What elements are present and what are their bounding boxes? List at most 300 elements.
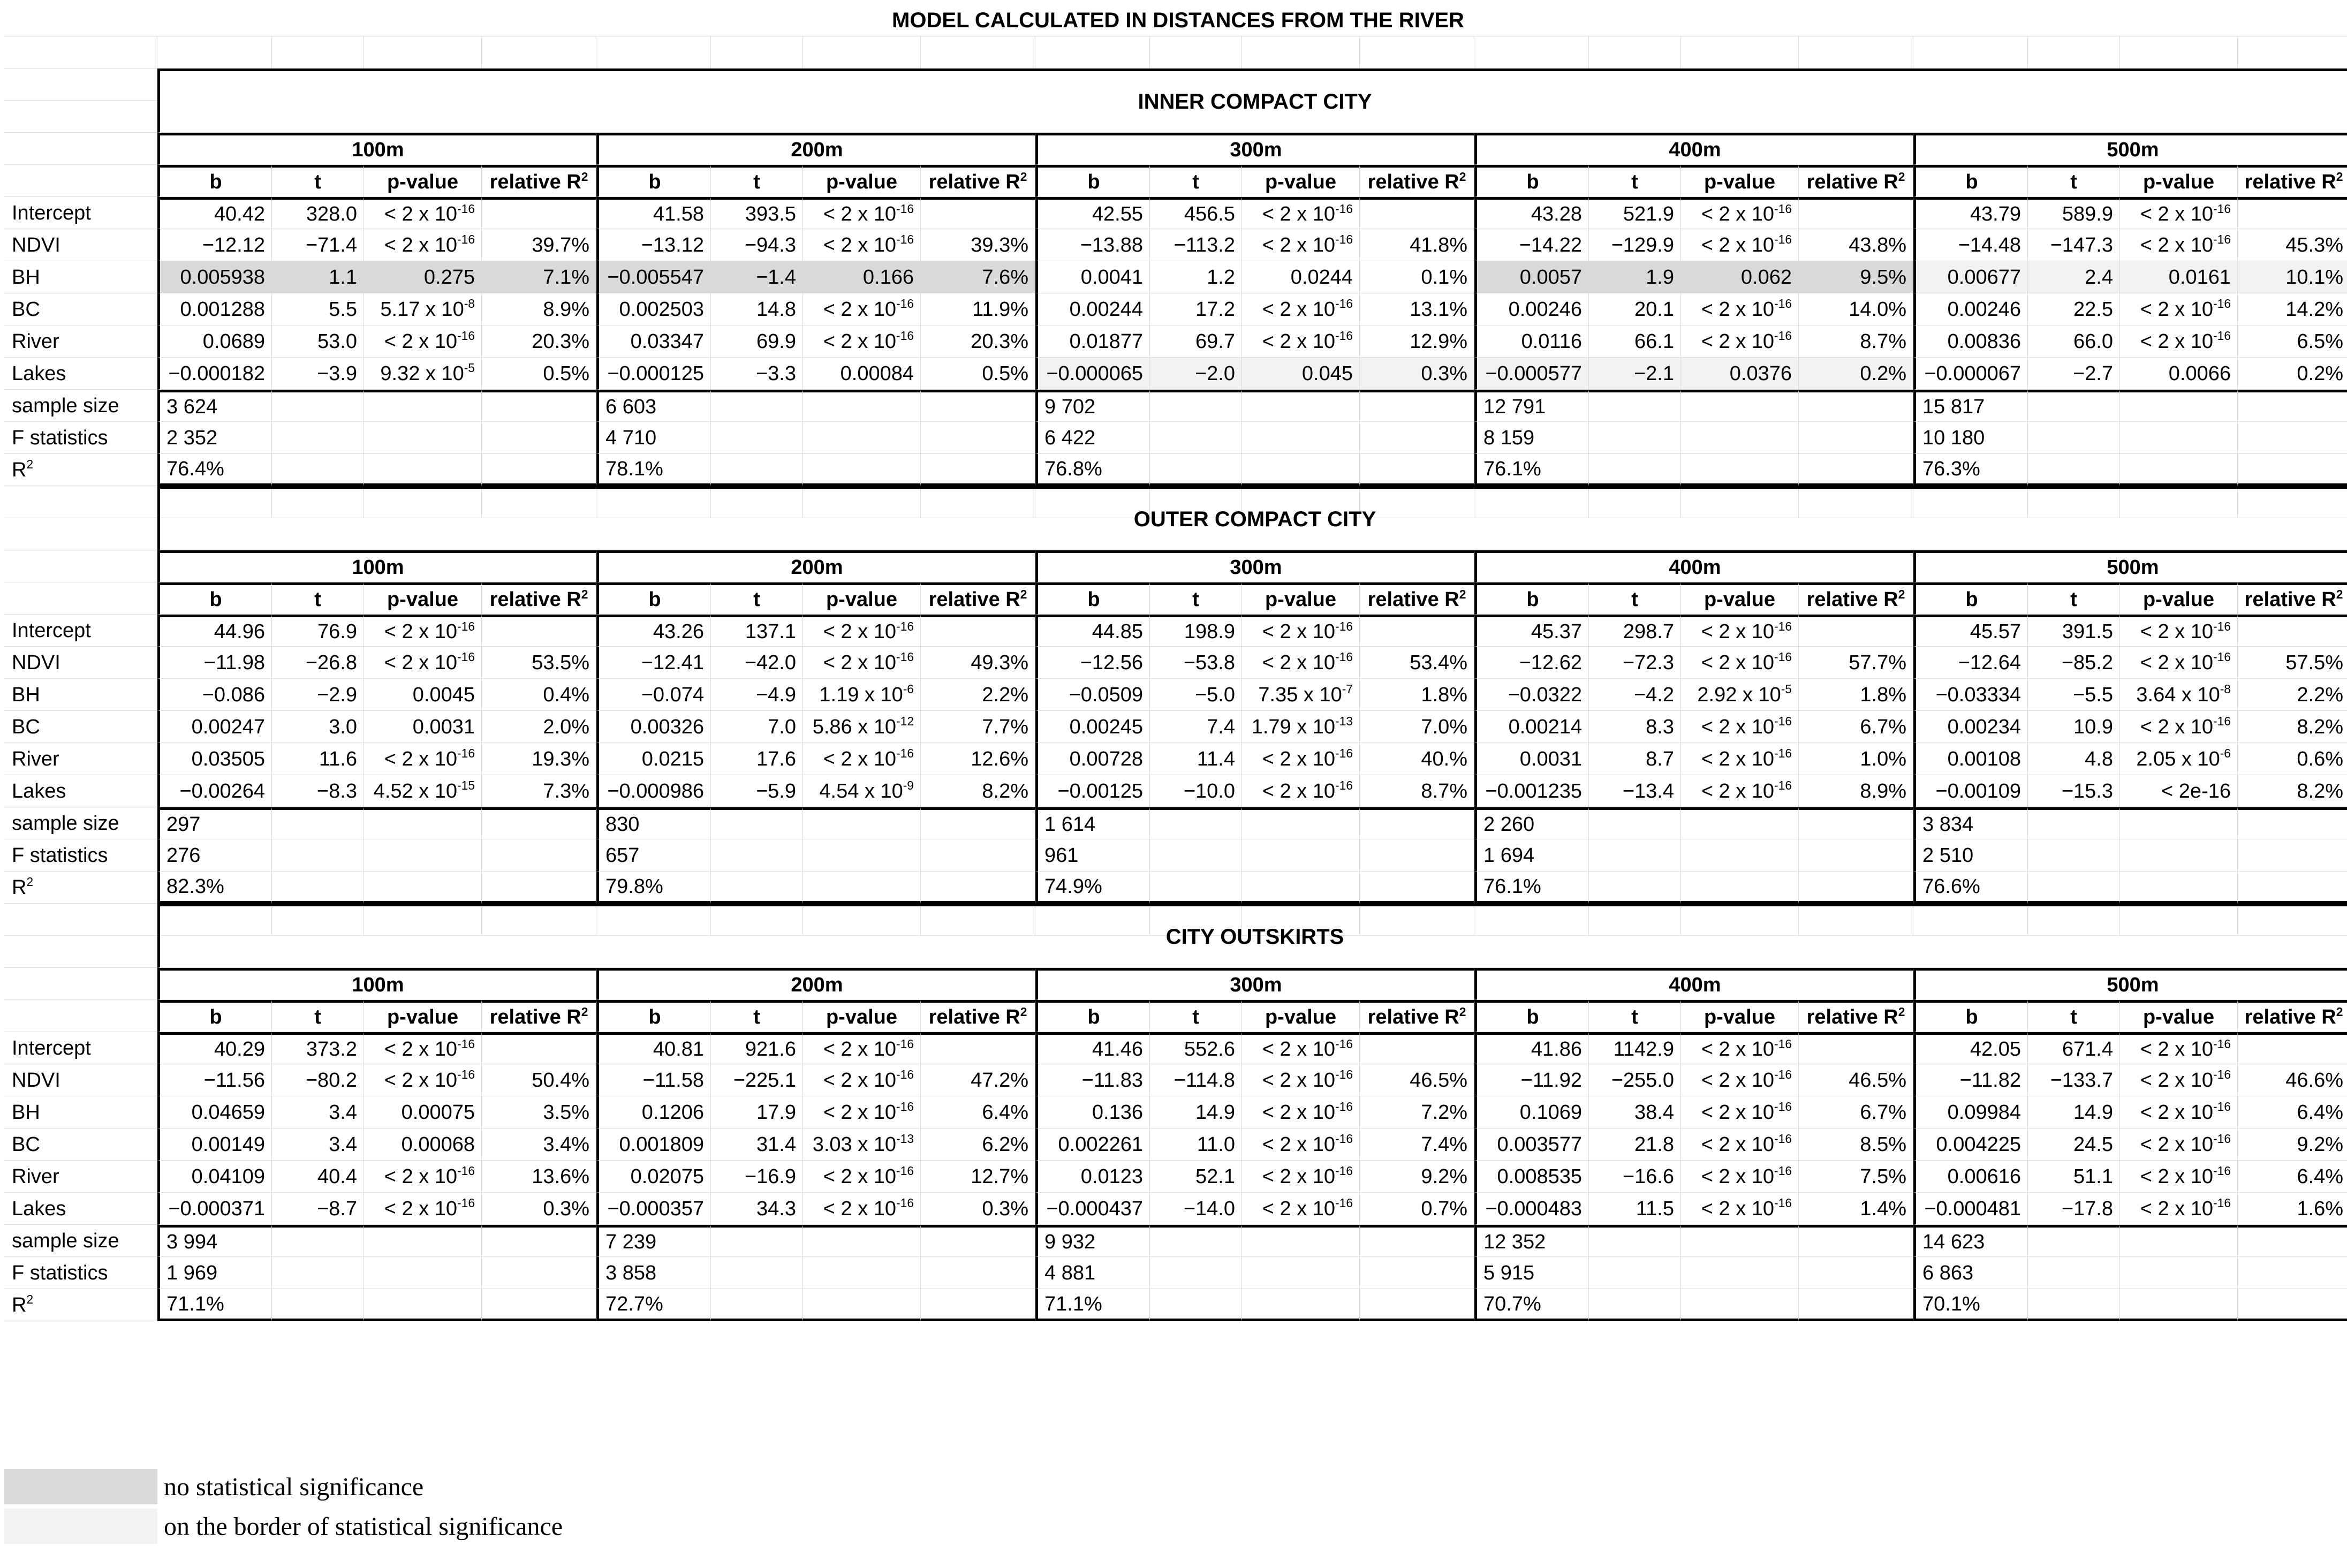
coef-p-value[interactable]: < 2 x 10 $^{-16}$: [1242, 615, 1360, 647]
coef-t[interactable]: −2.0: [1150, 358, 1242, 390]
empty-cell[interactable]: [4, 550, 157, 582]
empty-cell[interactable]: [1799, 390, 1913, 422]
empty-cell[interactable]: [2028, 807, 2120, 839]
distance-header[interactable]: 400m: [1474, 968, 1913, 1000]
coef-b[interactable]: −0.074: [596, 679, 711, 711]
coef-b[interactable]: −0.086: [157, 679, 272, 711]
coef-relative-r2[interactable]: [921, 197, 1035, 229]
coef-relative-r2[interactable]: 53.5%: [482, 647, 596, 679]
col-header-b[interactable]: b: [1913, 165, 2028, 197]
coef-t[interactable]: −10.0: [1150, 775, 1242, 807]
empty-cell[interactable]: [272, 36, 364, 69]
coef-p-value[interactable]: < 2 x 10 $^{-16}$: [2120, 1064, 2238, 1096]
distance-header[interactable]: 400m: [1474, 133, 1913, 165]
coef-b[interactable]: −0.000371: [157, 1193, 272, 1225]
coef-p-value[interactable]: 4.54 x 10 $^{-9}$: [803, 775, 921, 807]
coef-t[interactable]: −5.0: [1150, 679, 1242, 711]
row-label-ndvi[interactable]: NDVI: [4, 229, 157, 261]
col-header-t[interactable]: t: [2028, 1000, 2120, 1032]
empty-cell[interactable]: [2028, 872, 2120, 904]
coef-t[interactable]: −15.3: [2028, 775, 2120, 807]
empty-cell[interactable]: [4, 904, 157, 936]
empty-cell[interactable]: [1242, 1289, 1360, 1321]
coef-b[interactable]: 0.008535: [1474, 1161, 1589, 1193]
sample-size-value[interactable]: 7 239: [596, 1225, 711, 1257]
col-header-p-value[interactable]: p-value: [803, 1000, 921, 1032]
coef-t[interactable]: 4.8: [2028, 743, 2120, 775]
coef-p-value[interactable]: < 2 x 10 $^{-16}$: [1242, 1193, 1360, 1225]
coef-p-value[interactable]: < 2 x 10 $^{-16}$: [2120, 293, 2238, 325]
coef-t[interactable]: −5.5: [2028, 679, 2120, 711]
coef-t[interactable]: −114.8: [1150, 1064, 1242, 1096]
coef-t[interactable]: 5.5: [272, 293, 364, 325]
coef-relative-r2[interactable]: [921, 1032, 1035, 1064]
col-header-p-value[interactable]: p-value: [364, 165, 482, 197]
empty-cell[interactable]: [921, 454, 1035, 486]
empty-cell[interactable]: [1150, 1257, 1242, 1289]
empty-cell[interactable]: [1150, 839, 1242, 872]
coef-t[interactable]: 328.0: [272, 197, 364, 229]
col-header-t[interactable]: t: [711, 582, 803, 615]
f-statistic-value[interactable]: 961: [1035, 839, 1150, 872]
col-header-t[interactable]: t: [1589, 1000, 1681, 1032]
col-header-b[interactable]: b: [157, 165, 272, 197]
empty-cell[interactable]: [1799, 422, 1913, 454]
coef-p-value[interactable]: < 2 x 10 $^{-16}$: [1242, 1032, 1360, 1064]
row-label-f-statistic[interactable]: F statistics: [4, 422, 157, 454]
empty-cell[interactable]: [1681, 807, 1799, 839]
coef-t[interactable]: −71.4: [272, 229, 364, 261]
row-label-river[interactable]: River: [4, 1161, 157, 1193]
coef-b[interactable]: 0.002261: [1035, 1128, 1150, 1161]
coef-t[interactable]: 8.3: [1589, 711, 1681, 743]
empty-cell[interactable]: [1681, 1289, 1799, 1321]
coef-b[interactable]: 44.85: [1035, 615, 1150, 647]
empty-cell[interactable]: [1474, 36, 1589, 69]
coef-p-value[interactable]: < 2 x 10 $^{-16}$: [1681, 615, 1799, 647]
coef-relative-r2[interactable]: [2238, 615, 2347, 647]
f-statistic-value[interactable]: 6 863: [1913, 1257, 2028, 1289]
coef-p-value[interactable]: < 2 x 10 $^{-16}$: [1242, 775, 1360, 807]
empty-cell[interactable]: [2120, 1289, 2238, 1321]
coef-relative-r2[interactable]: 49.3%: [921, 647, 1035, 679]
coef-b[interactable]: 0.03505: [157, 743, 272, 775]
coef-t[interactable]: 17.6: [711, 743, 803, 775]
coef-p-value[interactable]: < 2 x 10 $^{-16}$: [364, 325, 482, 358]
coef-t[interactable]: 8.7: [1589, 743, 1681, 775]
row-label-bc[interactable]: BC: [4, 1128, 157, 1161]
coef-b[interactable]: 0.00246: [1474, 293, 1589, 325]
distance-header[interactable]: 400m: [1474, 550, 1913, 582]
coef-relative-r2[interactable]: 39.7%: [482, 229, 596, 261]
sample-size-value[interactable]: 12 791: [1474, 390, 1589, 422]
coef-t[interactable]: 76.9: [272, 615, 364, 647]
coef-b[interactable]: 41.86: [1474, 1032, 1589, 1064]
coef-p-value[interactable]: [2120, 775, 2238, 807]
coef-relative-r2[interactable]: 6.4%: [2238, 1161, 2347, 1193]
empty-cell[interactable]: [364, 1225, 482, 1257]
col-header-relative-r2[interactable]: relative R $^2$: [921, 582, 1035, 615]
row-label-f-statistic[interactable]: F statistics: [4, 839, 157, 872]
row-label-r2[interactable]: R $^2$: [4, 872, 157, 904]
coef-relative-r2[interactable]: 12.6%: [921, 743, 1035, 775]
empty-cell[interactable]: [482, 1225, 596, 1257]
empty-cell[interactable]: [921, 36, 1035, 69]
f-statistic-value[interactable]: 3 858: [596, 1257, 711, 1289]
coef-p-value[interactable]: < 2 x 10 $^{-16}$: [364, 197, 482, 229]
coef-t[interactable]: 53.0: [272, 325, 364, 358]
coef-b[interactable]: 44.96: [157, 615, 272, 647]
coef-relative-r2[interactable]: 7.3%: [482, 775, 596, 807]
coef-relative-r2[interactable]: 0.3%: [1360, 358, 1474, 390]
empty-cell[interactable]: [482, 454, 596, 486]
coef-t[interactable]: 2.4: [2028, 261, 2120, 293]
empty-cell[interactable]: [711, 422, 803, 454]
coef-t[interactable]: 11.0: [1150, 1128, 1242, 1161]
coef-t[interactable]: 298.7: [1589, 615, 1681, 647]
coef-relative-r2[interactable]: 13.1%: [1360, 293, 1474, 325]
coef-p-value[interactable]: < 2 x 10 $^{-16}$: [1681, 743, 1799, 775]
col-header-t[interactable]: t: [711, 1000, 803, 1032]
coef-b[interactable]: −0.000481: [1913, 1193, 2028, 1225]
coef-p-value[interactable]: < 2 x 10 $^{-16}$: [1681, 647, 1799, 679]
coef-p-value[interactable]: < 2 x 10 $^{-16}$: [2120, 1128, 2238, 1161]
coef-p-value[interactable]: < 2 x 10 $^{-16}$: [1242, 743, 1360, 775]
coef-p-value[interactable]: 3.03 x 10 $^{-13}$: [803, 1128, 921, 1161]
coef-p-value[interactable]: < 2 x 10 $^{-16}$: [803, 647, 921, 679]
empty-cell[interactable]: [1589, 36, 1681, 69]
sample-size-value[interactable]: 3 624: [157, 390, 272, 422]
coef-b[interactable]: 40.42: [157, 197, 272, 229]
coef-b[interactable]: 43.26: [596, 615, 711, 647]
empty-cell[interactable]: [364, 1289, 482, 1321]
empty-cell[interactable]: [2120, 36, 2238, 69]
sample-size-value[interactable]: 3 994: [157, 1225, 272, 1257]
coef-b[interactable]: −14.48: [1913, 229, 2028, 261]
coef-t[interactable]: 14.8: [711, 293, 803, 325]
coef-relative-r2[interactable]: 8.7%: [1799, 325, 1913, 358]
empty-cell[interactable]: [4, 101, 157, 133]
empty-cell[interactable]: [482, 390, 596, 422]
sample-size-value[interactable]: 9 702: [1035, 390, 1150, 422]
coef-relative-r2[interactable]: 40.%: [1360, 743, 1474, 775]
coef-t[interactable]: 393.5: [711, 197, 803, 229]
coef-p-value[interactable]: < 2 x 10 $^{-16}$: [803, 229, 921, 261]
empty-cell[interactable]: [1150, 390, 1242, 422]
coef-b[interactable]: −0.000357: [596, 1193, 711, 1225]
coef-p-value[interactable]: < 2 x 10 $^{-16}$: [1681, 1193, 1799, 1225]
col-header-p-value[interactable]: p-value: [803, 582, 921, 615]
coef-t[interactable]: −5.9: [711, 775, 803, 807]
col-header-p-value[interactable]: p-value: [803, 165, 921, 197]
coef-relative-r2[interactable]: 12.9%: [1360, 325, 1474, 358]
empty-cell[interactable]: [4, 486, 157, 518]
coef-b[interactable]: 0.09984: [1913, 1096, 2028, 1128]
col-header-t[interactable]: t: [1589, 582, 1681, 615]
coef-b[interactable]: −11.56: [157, 1064, 272, 1096]
empty-cell[interactable]: [272, 454, 364, 486]
coef-b[interactable]: 0.04659: [157, 1096, 272, 1128]
coef-b[interactable]: 0.0689: [157, 325, 272, 358]
coef-p-value[interactable]: 5.86 x 10 $^{-12}$: [803, 711, 921, 743]
coef-t[interactable]: 40.4: [272, 1161, 364, 1193]
coef-b[interactable]: 40.29: [157, 1032, 272, 1064]
coef-b[interactable]: −13.88: [1035, 229, 1150, 261]
coef-t[interactable]: −2.7: [2028, 358, 2120, 390]
coef-b[interactable]: 0.03347: [596, 325, 711, 358]
coef-b[interactable]: −0.00109: [1913, 775, 2028, 807]
coef-relative-r2[interactable]: 46.5%: [1799, 1064, 1913, 1096]
coef-relative-r2[interactable]: 0.3%: [921, 1193, 1035, 1225]
empty-cell[interactable]: [157, 36, 272, 69]
coef-p-value[interactable]: < 2 x 10 $^{-16}$: [364, 615, 482, 647]
empty-cell[interactable]: [1150, 454, 1242, 486]
col-header-p-value[interactable]: p-value: [364, 1000, 482, 1032]
coef-p-value[interactable]: < 2 x 10 $^{-16}$: [2120, 1193, 2238, 1225]
empty-cell[interactable]: [711, 839, 803, 872]
empty-cell[interactable]: [1360, 1225, 1474, 1257]
coef-t[interactable]: 671.4: [2028, 1032, 2120, 1064]
empty-cell[interactable]: [2028, 1225, 2120, 1257]
col-header-relative-r2[interactable]: relative R $^2$: [2238, 1000, 2347, 1032]
col-header-b[interactable]: b: [1035, 165, 1150, 197]
f-statistic-value[interactable]: 276: [157, 839, 272, 872]
coef-p-value[interactable]: < 2 x 10 $^{-16}$: [2120, 1032, 2238, 1064]
row-label-f-statistic[interactable]: F statistics: [4, 1257, 157, 1289]
coef-b[interactable]: 0.001809: [596, 1128, 711, 1161]
coef-b[interactable]: 0.003577: [1474, 1128, 1589, 1161]
coef-t[interactable]: −3.3: [711, 358, 803, 390]
coef-p-value[interactable]: < 2 x 10 $^{-16}$: [364, 743, 482, 775]
coef-b[interactable]: −12.64: [1913, 647, 2028, 679]
coef-relative-r2[interactable]: [2238, 197, 2347, 229]
empty-cell[interactable]: [4, 69, 157, 101]
coef-relative-r2[interactable]: 9.2%: [2238, 1128, 2347, 1161]
coef-b[interactable]: −12.41: [596, 647, 711, 679]
empty-cell[interactable]: [272, 1225, 364, 1257]
row-label-ndvi[interactable]: NDVI: [4, 1064, 157, 1096]
empty-cell[interactable]: [1799, 872, 1913, 904]
empty-cell[interactable]: [2028, 390, 2120, 422]
distance-header[interactable]: 300m: [1035, 550, 1474, 582]
r-squared-value[interactable]: 78.1%: [596, 454, 711, 486]
empty-cell[interactable]: [2028, 454, 2120, 486]
coef-relative-r2[interactable]: 57.5%: [2238, 647, 2347, 679]
row-label-river[interactable]: River: [4, 743, 157, 775]
coef-b[interactable]: −0.000067: [1913, 358, 2028, 390]
coef-b[interactable]: 43.28: [1474, 197, 1589, 229]
sample-size-value[interactable]: 3 834: [1913, 807, 2028, 839]
distance-header[interactable]: 500m: [1913, 133, 2347, 165]
row-label-bh[interactable]: BH: [4, 261, 157, 293]
empty-cell[interactable]: [803, 390, 921, 422]
coef-t[interactable]: 66.0: [2028, 325, 2120, 358]
col-header-b[interactable]: b: [596, 165, 711, 197]
coef-relative-r2[interactable]: 0.4%: [482, 679, 596, 711]
row-label-ndvi[interactable]: NDVI: [4, 647, 157, 679]
col-header-b[interactable]: b: [1474, 582, 1589, 615]
empty-cell[interactable]: [1681, 454, 1799, 486]
empty-cell[interactable]: [1242, 839, 1360, 872]
empty-cell[interactable]: [1913, 36, 2028, 69]
section-title[interactable]: INNER COMPACT CITY: [157, 69, 2347, 133]
coef-b[interactable]: 0.00234: [1913, 711, 2028, 743]
empty-cell[interactable]: [1242, 1257, 1360, 1289]
coef-relative-r2[interactable]: 43.8%: [1799, 229, 1913, 261]
distance-header[interactable]: 500m: [1913, 968, 2347, 1000]
coef-t[interactable]: 10.9: [2028, 711, 2120, 743]
coef-p-value[interactable]: [364, 1128, 482, 1161]
coef-relative-r2[interactable]: [2238, 1032, 2347, 1064]
coef-t[interactable]: 17.9: [711, 1096, 803, 1128]
coef-relative-r2[interactable]: [482, 1032, 596, 1064]
empty-cell[interactable]: [596, 36, 711, 69]
coef-relative-r2[interactable]: 47.2%: [921, 1064, 1035, 1096]
coef-t[interactable]: −113.2: [1150, 229, 1242, 261]
coef-p-value[interactable]: < 2 x 10 $^{-16}$: [364, 1193, 482, 1225]
coef-t[interactable]: 521.9: [1589, 197, 1681, 229]
empty-cell[interactable]: [2238, 454, 2347, 486]
col-header-relative-r2[interactable]: relative R $^2$: [1360, 165, 1474, 197]
empty-cell[interactable]: [1360, 1289, 1474, 1321]
coef-relative-r2[interactable]: 6.7%: [1799, 1096, 1913, 1128]
coef-relative-r2[interactable]: 2.2%: [921, 679, 1035, 711]
coef-b[interactable]: 41.58: [596, 197, 711, 229]
empty-cell[interactable]: [364, 839, 482, 872]
col-header-p-value[interactable]: p-value: [1681, 1000, 1799, 1032]
empty-cell[interactable]: [803, 1257, 921, 1289]
r-squared-value[interactable]: 76.1%: [1474, 454, 1589, 486]
row-label-r2[interactable]: R $^2$: [4, 1289, 157, 1321]
row-label-intercept[interactable]: Intercept: [4, 197, 157, 229]
empty-cell[interactable]: [2028, 422, 2120, 454]
empty-cell[interactable]: [2238, 872, 2347, 904]
row-label-bc[interactable]: BC: [4, 293, 157, 325]
col-header-t[interactable]: t: [1589, 165, 1681, 197]
empty-cell[interactable]: [1681, 390, 1799, 422]
empty-cell[interactable]: [1799, 36, 1913, 69]
coef-relative-r2[interactable]: 3.5%: [482, 1096, 596, 1128]
coef-relative-r2[interactable]: 20.3%: [482, 325, 596, 358]
coef-t[interactable]: 11.5: [1589, 1193, 1681, 1225]
sample-size-value[interactable]: 830: [596, 807, 711, 839]
coef-relative-r2[interactable]: 0.7%: [1360, 1193, 1474, 1225]
empty-cell[interactable]: [1242, 390, 1360, 422]
empty-cell[interactable]: [1150, 36, 1242, 69]
coef-p-value[interactable]: 2.05 x 10 $^{-6}$: [2120, 743, 2238, 775]
distance-header[interactable]: 300m: [1035, 133, 1474, 165]
f-statistic-value[interactable]: 4 881: [1035, 1257, 1150, 1289]
coef-t[interactable]: 34.3: [711, 1193, 803, 1225]
coef-relative-r2[interactable]: 41.8%: [1360, 229, 1474, 261]
empty-cell[interactable]: [2028, 1289, 2120, 1321]
empty-cell[interactable]: [1150, 872, 1242, 904]
empty-cell[interactable]: [2120, 839, 2238, 872]
coef-p-value[interactable]: 4.52 x 10 $^{-15}$: [364, 775, 482, 807]
coef-relative-r2[interactable]: [1360, 1032, 1474, 1064]
coef-b[interactable]: −0.001235: [1474, 775, 1589, 807]
empty-cell[interactable]: [272, 872, 364, 904]
row-label-sample-size[interactable]: sample size: [4, 390, 157, 422]
distance-header[interactable]: 200m: [596, 133, 1035, 165]
coef-t[interactable]: −2.9: [272, 679, 364, 711]
empty-cell[interactable]: [482, 422, 596, 454]
coef-t[interactable]: −3.9: [272, 358, 364, 390]
empty-cell[interactable]: [803, 422, 921, 454]
coef-relative-r2[interactable]: 7.4%: [1360, 1128, 1474, 1161]
coef-p-value[interactable]: < 2 x 10 $^{-16}$: [2120, 197, 2238, 229]
col-header-b[interactable]: b: [157, 582, 272, 615]
coef-t[interactable]: 1.9: [1589, 261, 1681, 293]
coef-b[interactable]: −14.22: [1474, 229, 1589, 261]
coef-b[interactable]: 45.57: [1913, 615, 2028, 647]
col-header-t[interactable]: t: [2028, 165, 2120, 197]
coef-b[interactable]: 0.0031: [1474, 743, 1589, 775]
coef-p-value[interactable]: < 2 x 10 $^{-16}$: [803, 1193, 921, 1225]
coef-relative-r2[interactable]: 6.2%: [921, 1128, 1035, 1161]
coef-b[interactable]: −0.000182: [157, 358, 272, 390]
coef-p-value[interactable]: < 2 x 10 $^{-16}$: [1242, 293, 1360, 325]
coef-t[interactable]: 17.2: [1150, 293, 1242, 325]
coef-p-value[interactable]: < 2 x 10 $^{-16}$: [1242, 647, 1360, 679]
coef-p-value[interactable]: < 2 x 10 $^{-16}$: [2120, 229, 2238, 261]
distance-header[interactable]: 500m: [1913, 550, 2347, 582]
coef-relative-r2[interactable]: [1799, 197, 1913, 229]
col-header-relative-r2[interactable]: relative R $^2$: [921, 165, 1035, 197]
coef-relative-r2[interactable]: 50.4%: [482, 1064, 596, 1096]
coef-relative-r2[interactable]: 7.7%: [921, 711, 1035, 743]
f-statistic-value[interactable]: 2 510: [1913, 839, 2028, 872]
coef-relative-r2[interactable]: 0.6%: [2238, 743, 2347, 775]
col-header-p-value[interactable]: p-value: [2120, 165, 2238, 197]
row-label-bh[interactable]: BH: [4, 679, 157, 711]
coef-t[interactable]: 69.9: [711, 325, 803, 358]
coef-b[interactable]: 0.005938: [157, 261, 272, 293]
empty-cell[interactable]: [2028, 839, 2120, 872]
empty-cell[interactable]: [2120, 807, 2238, 839]
sample-size-value[interactable]: 12 352: [1474, 1225, 1589, 1257]
empty-cell[interactable]: [2120, 454, 2238, 486]
f-statistic-value[interactable]: 1 969: [157, 1257, 272, 1289]
row-label-sample-size[interactable]: sample size: [4, 1225, 157, 1257]
col-header-b[interactable]: b: [596, 1000, 711, 1032]
empty-cell[interactable]: [272, 807, 364, 839]
coef-p-value[interactable]: < 2 x 10 $^{-16}$: [1242, 1064, 1360, 1096]
col-header-p-value[interactable]: p-value: [1242, 582, 1360, 615]
r-squared-value[interactable]: 79.8%: [596, 872, 711, 904]
coef-t[interactable]: 1.2: [1150, 261, 1242, 293]
empty-cell[interactable]: [1589, 390, 1681, 422]
empty-cell[interactable]: [1242, 422, 1360, 454]
col-header-t[interactable]: t: [272, 1000, 364, 1032]
empty-cell[interactable]: [1681, 1225, 1799, 1257]
r-squared-value[interactable]: 82.3%: [157, 872, 272, 904]
empty-cell[interactable]: [2120, 1225, 2238, 1257]
r-squared-value[interactable]: 70.7%: [1474, 1289, 1589, 1321]
coef-relative-r2[interactable]: 1.0%: [1799, 743, 1913, 775]
coef-p-value[interactable]: < 2 x 10 $^{-16}$: [364, 1161, 482, 1193]
empty-cell[interactable]: [1242, 872, 1360, 904]
coef-t[interactable]: 3.4: [272, 1096, 364, 1128]
coef-p-value[interactable]: < 2 x 10 $^{-16}$: [364, 647, 482, 679]
sample-size-value[interactable]: 9 932: [1035, 1225, 1150, 1257]
empty-cell[interactable]: [272, 839, 364, 872]
r-squared-value[interactable]: 71.1%: [157, 1289, 272, 1321]
col-header-b[interactable]: b: [1913, 582, 2028, 615]
empty-cell[interactable]: [364, 1257, 482, 1289]
r-squared-value[interactable]: 76.6%: [1913, 872, 2028, 904]
distance-header[interactable]: 100m: [157, 550, 596, 582]
